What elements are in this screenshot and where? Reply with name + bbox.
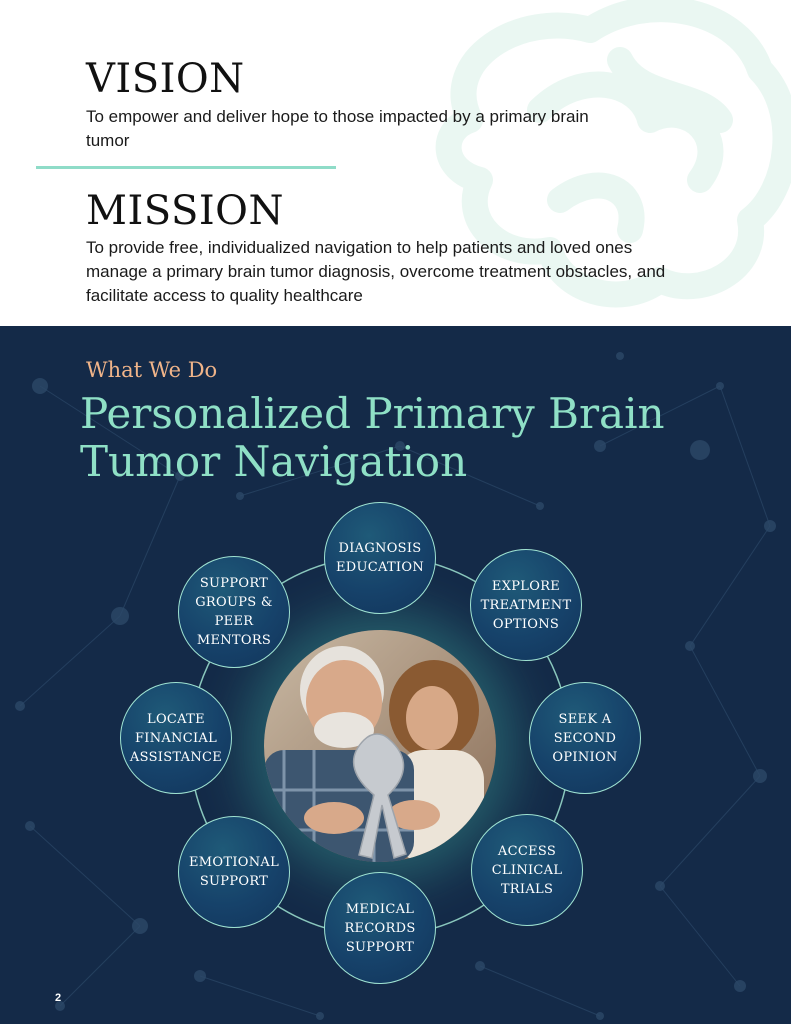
patient-with-ribbon-icon [264, 630, 496, 862]
patient-photo [264, 630, 496, 862]
what-we-do-eyebrow: What We Do [86, 358, 218, 382]
service-emotional-support: EMOTIONAL SUPPORT [178, 816, 290, 928]
service-access-clinical-trials: ACCESS CLINICAL TRIALS [471, 814, 583, 926]
service-seek-second-opinion: SEEK A SECOND OPINION [529, 682, 641, 794]
vision-text: To empower and deliver hope to those impacted by a primary brain tumor [86, 107, 589, 150]
what-we-do-section [0, 326, 791, 1024]
vision-heading: VISION [86, 56, 245, 102]
vision-mission-section [0, 0, 791, 326]
section-divider [36, 166, 336, 169]
service-diagnosis-education: DIAGNOSIS EDUCATION [324, 502, 436, 614]
mission-text: To provide free, individualized navigation to help patients and loved ones manage a primary brain tumor diagnosis, overcome treatment obstacles, and facilitate access to quality healthcare [86, 238, 666, 305]
service-locate-financial-assistance: LOCATE FINANCIAL ASSISTANCE [120, 682, 232, 794]
service-explore-treatment-options: EXPLORE TREATMENT OPTIONS [470, 549, 582, 661]
service-support-groups-peer-mentors: SUPPORT GROUPS & PEER MENTORS [178, 556, 290, 668]
page-number: 2 [55, 992, 62, 1004]
navigation-title: Personalized Primary Brain Tumor Navigation [80, 389, 665, 486]
service-medical-records-support: MEDICAL RECORDS SUPPORT [324, 872, 436, 984]
mission-heading: MISSION [86, 188, 284, 234]
